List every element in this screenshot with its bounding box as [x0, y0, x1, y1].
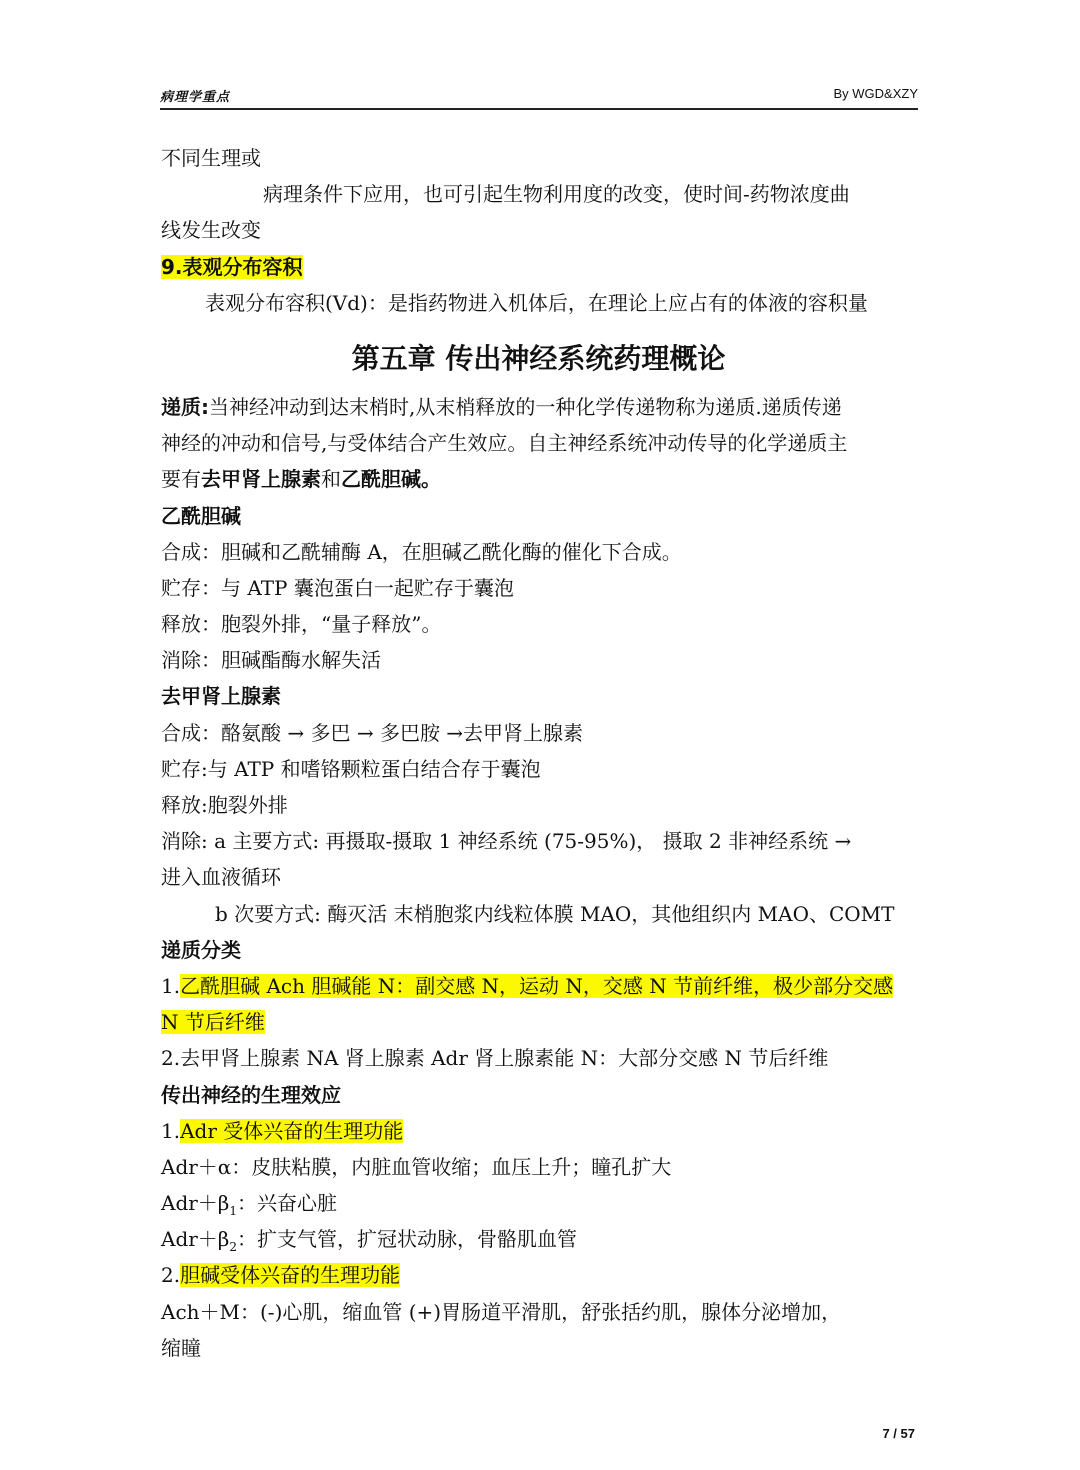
list-number: 2. — [161, 1263, 181, 1288]
page-content — [161, 140, 916, 1366]
text-line — [161, 1221, 916, 1257]
text-line: 不同生理或 — [161, 146, 261, 170]
text-line: 贮存：与 ATP 囊泡蛋白一起贮存于囊泡 — [161, 575, 514, 600]
list-number: 1. — [161, 973, 181, 998]
subheading-ne: 去甲肾上腺素 — [161, 684, 281, 709]
text-span: 。 — [421, 467, 441, 492]
definition-line — [161, 389, 916, 425]
chapter-title: 第五章 传出神经系统药理概论 — [351, 341, 726, 375]
text-line — [161, 968, 916, 1004]
text-line: 消除: a 主要方式: 再摄取-摄取 1 神经系统 (75-95%)， 摄取 2 非神经系统 → — [161, 829, 852, 854]
text-span: 和 — [321, 467, 341, 492]
text-span: ：兴奋心脏 — [237, 1191, 338, 1216]
definition-label: 递质: — [161, 394, 209, 419]
text-line: 释放：胞裂外排，“量子释放”。 — [161, 612, 442, 637]
subscript: 2 — [229, 1240, 238, 1255]
text-line: 消除：胆碱酯酶水解失活 — [161, 648, 381, 673]
bold-term: 乙酰胆碱 — [341, 467, 421, 492]
subscript: 1 — [229, 1204, 238, 1219]
section-number: 9. — [161, 254, 183, 279]
text-line — [161, 1004, 916, 1040]
text-line: Adr＋α：皮肤粘膜，内脏血管收缩；血压上升；瞳孔扩大 — [161, 1154, 672, 1179]
text-line: 贮存:与 ATP 和嗜铬颗粒蛋白结合存于囊泡 — [161, 756, 541, 781]
text-span: Adr＋β — [161, 1227, 230, 1252]
text-line — [161, 1113, 916, 1149]
subheading-effects: 传出神经的生理效应 — [161, 1082, 341, 1107]
text-line: 合成：酪氨酸 → 多巴 → 多巴胺 →去甲肾上腺素 — [161, 720, 584, 745]
text-line — [161, 1257, 916, 1293]
text-line: 合成：胆碱和乙酰辅酶 A，在胆碱乙酰化酶的催化下合成。 — [161, 539, 682, 564]
page-number: 7 / 57 — [882, 1426, 915, 1441]
text-line: Ach＋M：(-)心肌，缩血管 (+)胃肠道平滑肌，舒张括约肌，腺体分泌增加， — [161, 1299, 842, 1324]
bold-term: 去甲肾上腺素 — [201, 467, 321, 492]
text-line: b 次要方式: 酶灭活 末梢胞浆内线粒体膜 MAO，其他组织内 MAO、COMT — [215, 901, 895, 926]
subheading-ach: 乙酰胆碱 — [161, 503, 241, 528]
header-author: By WGD&XZY — [833, 86, 918, 101]
text-span: 要有 — [161, 467, 201, 492]
header-title: 病理学重点 — [160, 90, 231, 105]
highlighted-text: N 节后纤维 — [161, 1010, 265, 1035]
text-line: 2.去甲肾上腺素 NA 肾上腺素 Adr 肾上腺素能 N：大部分交感 N 节后纤维 — [161, 1046, 829, 1071]
list-number: 1. — [161, 1118, 181, 1143]
text-span: Adr＋β — [161, 1191, 230, 1216]
text-line: 病理条件下应用，也可引起生物利用度的改变，使时间-药物浓度曲 — [263, 182, 850, 207]
text-line: 神经的冲动和信号,与受体结合产生效应。自主神经系统冲动传导的化学递质主 — [161, 431, 848, 456]
definition-text: 当神经冲动到达末梢时,从末梢释放的一种化学传递物称为递质.递质传递 — [209, 394, 842, 419]
text-line: 释放:胞裂外排 — [161, 793, 288, 817]
text-line: 表观分布容积(Vd)：是指药物进入机体后，在理论上应占有的体液的容积量 — [205, 290, 868, 315]
text-line — [161, 1185, 916, 1221]
text-line — [161, 461, 916, 497]
text-line: 进入血液循环 — [161, 865, 281, 890]
highlighted-text: 乙酰胆碱 Ach 胆碱能 N：副交感 N，运动 N，交感 N 节前纤维，极少部分交感 — [180, 973, 894, 998]
text-line: 缩瞳 — [161, 1335, 201, 1360]
text-line: 线发生改变 — [161, 218, 261, 243]
page-header — [160, 84, 918, 110]
subheading-classification: 递质分类 — [161, 937, 241, 962]
highlighted-text: Adr 受体兴奋的生理功能 — [180, 1118, 404, 1143]
highlighted-text: 胆碱受体兴奋的生理功能 — [180, 1263, 401, 1288]
text-span: ：扩支气管，扩冠状动脉，骨骼肌血管 — [237, 1227, 578, 1252]
section-heading-9 — [161, 249, 916, 285]
section-title: 表观分布容积 — [182, 254, 303, 279]
